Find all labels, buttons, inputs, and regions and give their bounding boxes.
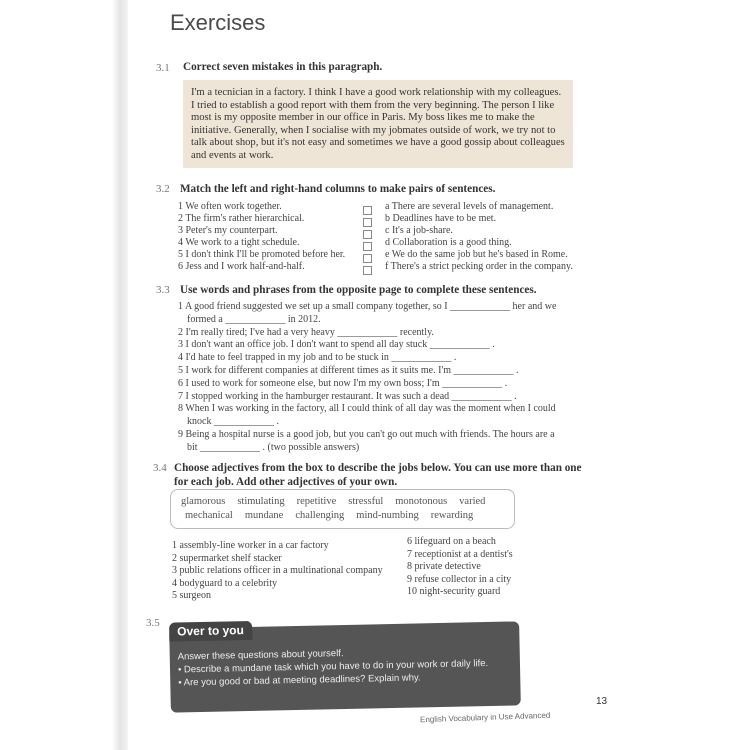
exercise-instruction: Choose adjectives from the box to describe the jobs below. You can use more than one — [174, 462, 582, 474]
adjective: repetitive — [296, 496, 337, 507]
adjective: rewarding — [430, 510, 474, 521]
exercise-instruction: Match the left and right-hand columns to make pairs of sentences. — [180, 183, 496, 195]
adjective: varied — [459, 496, 486, 507]
left-sentence: 2 The firm's rather hierarchical. — [178, 213, 305, 224]
sentence-line: 1 A good friend suggested we set up a small company together, so I ____________ her and we — [178, 301, 557, 312]
sentence-line: 4 I'd hate to feel trapped in my job and to be stuck in ____________ . — [178, 352, 457, 364]
right-sentence: b Deadlines have to be met. — [385, 213, 497, 224]
sentence-line: formed a ____________ in 2012. — [187, 313, 321, 325]
over-to-you-intro: Answer these questions about yourself. — [177, 648, 344, 663]
left-column — [178, 201, 345, 273]
sentence-line: 3 I don't want an office job. I don't want to spend all day stuck ____________ . — [178, 339, 495, 351]
sentence-line: 2 I'm really tired; I've had a very heavy ____________ recently. — [178, 326, 434, 338]
sentence-line: knock ____________ . — [187, 416, 279, 428]
page-title: Exercises — [170, 10, 266, 35]
jobs-left — [172, 540, 383, 603]
adjective: challenging — [295, 510, 345, 521]
answer-boxes — [363, 201, 372, 273]
jobs-right — [407, 536, 513, 599]
job-item: 5 surgeon — [172, 590, 211, 601]
left-sentence: 1 We often work together. — [178, 201, 282, 212]
right-sentence: e We do the same job but he's based in Rome. — [385, 249, 568, 260]
exercise-instruction: Correct seven mistakes in this paragraph. — [183, 61, 383, 73]
job-item: 7 receptionist at a dentist's — [407, 548, 513, 560]
job-item: 1 assembly-line worker in a car factory — [172, 540, 329, 551]
sentence-line: 7 I stopped working in the hamburger restaurant. It was such a dead ____________ . — [178, 390, 517, 402]
job-item: 4 bodyguard to a celebrity — [172, 577, 277, 589]
left-sentence: 5 I don't think I'll be promoted before her. — [178, 249, 346, 260]
bullet-item: Describe a mundane task which you have to do in your work or daily life. — [183, 658, 489, 676]
adjective: stressful — [348, 496, 384, 507]
adjective: mundane — [244, 510, 284, 521]
adjective: mechanical — [185, 510, 233, 521]
job-item: 3 public relations officer in a multinational company — [172, 565, 383, 576]
exercise-number: 3.3 — [156, 284, 170, 296]
right-sentence: d Collaboration is a good thing. — [385, 237, 512, 248]
exercise-instruction: for each job. Add other adjectives of your own. — [174, 476, 398, 488]
exercise-number: 3.2 — [156, 183, 170, 195]
adjective: mind-numbing — [356, 510, 419, 521]
book-title-footer: English Vocabulary in Use Advanced — [419, 710, 551, 725]
sentence-list — [178, 301, 556, 455]
adjective-box — [170, 489, 515, 529]
sentence-line: 8 When I was working in the factory, all I could think of all day was the moment when I could — [178, 403, 556, 415]
over-to-you-heading: Over to you — [169, 621, 252, 642]
right-sentence: a There are several levels of management. — [385, 201, 554, 212]
adjective: glamorous — [181, 496, 226, 507]
exercise-instruction: Use words and phrases from the opposite page to complete these sentences. — [180, 284, 537, 296]
adjective: monotonous — [395, 496, 448, 507]
page-gutter-shadow — [0, 0, 128, 750]
job-item: 8 private detective — [407, 561, 481, 572]
over-to-you-box: Over to you Answer these questions about yourself. • Describe a mundane task which you have to do in your work or daily life. • Are you good or bad at meeting deadlines? Explain why. — [169, 621, 521, 712]
answer-checkbox[interactable] — [363, 266, 372, 275]
exercise-number: 3.4 — [153, 462, 167, 474]
sentence-line: 5 I work for different companies at different times as it suits me. I'm ____________ . — [178, 364, 519, 376]
exercise-number: 3.5 — [146, 617, 160, 629]
right-column — [385, 201, 573, 273]
job-item: 10 night-security guard — [407, 586, 501, 597]
job-item: 6 lifeguard on a beach — [407, 536, 496, 547]
exercise-number: 3.1 — [156, 62, 170, 74]
sentence-line: 9 Being a hospital nurse is a good job, but you can't go out much with friends. The hours are a — [178, 428, 555, 440]
right-sentence: c It's a job-share. — [385, 225, 453, 236]
job-item: 2 supermarket shelf stacker — [172, 552, 282, 564]
sentence-line: 6 I used to work for someone else, but now I'm my own boss; I'm ____________ . — [178, 377, 508, 389]
page-number: 13 — [596, 696, 608, 707]
adjective: stimulating — [237, 496, 285, 507]
left-sentence: 3 Peter's my counterpart. — [178, 225, 278, 236]
paragraph-box: I'm a tecnician in a factory. I think I have a good work relationship with my colleagues. I tried to establish a good report with them from the very beginning. The person I like most is my opposite member in our office in Paris. My boss likes me to make the initiative. Generally, when I socialise with my jobmates outside of work, we try not to talk about shop, but it's not easy and sometimes we have a good gossip about colleagues and events at work. — [183, 80, 573, 168]
right-sentence: f There's a strict pecking order in the company. — [385, 261, 573, 272]
job-item: 9 refuse collector in a city — [407, 573, 512, 585]
left-sentence: 6 Jess and I work half-and-half. — [178, 261, 305, 272]
left-sentence: 4 We work to a tight schedule. — [178, 237, 300, 248]
sentence-line: bit ____________ . (two possible answers) — [187, 441, 360, 453]
bullet-item: Are you good or bad at meeting deadlines? Explain why. — [183, 672, 421, 689]
